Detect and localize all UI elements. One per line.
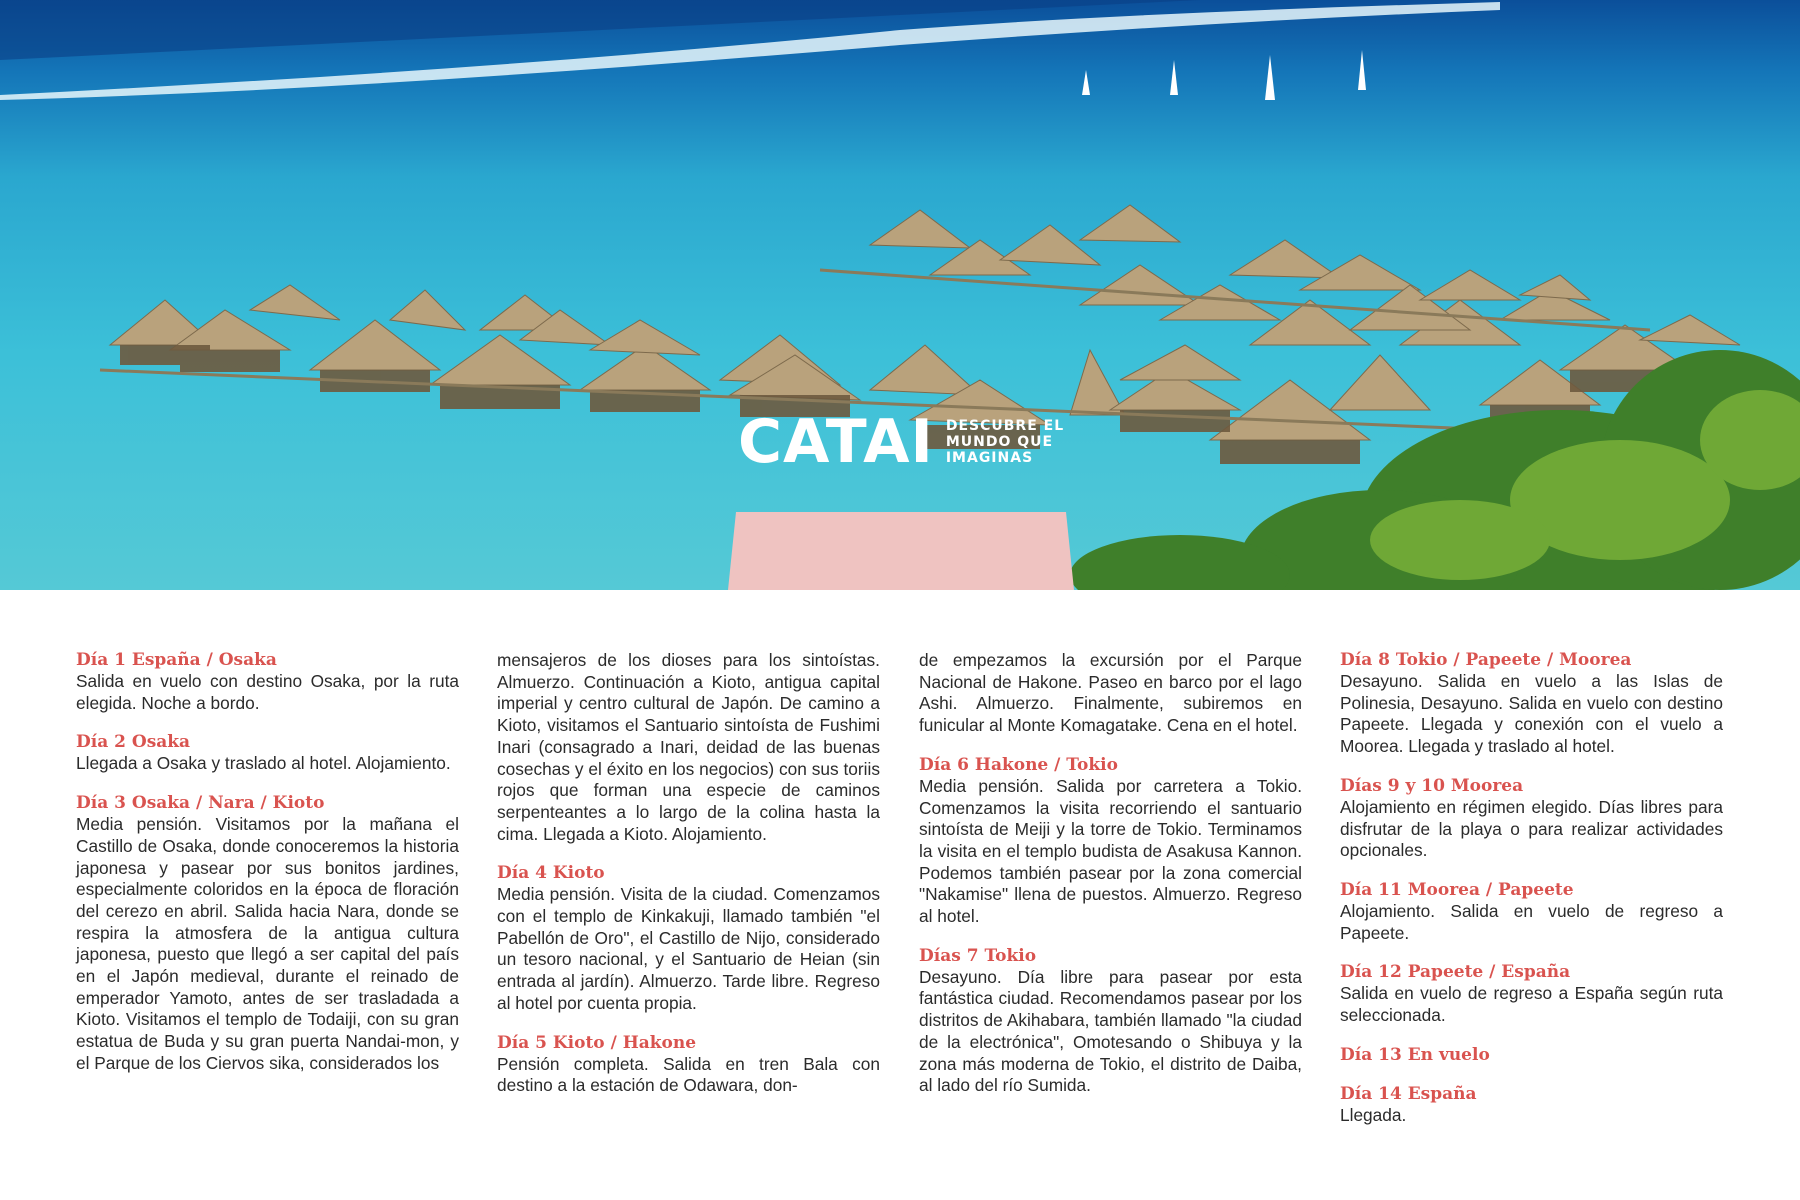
day-entry [1340, 1084, 1723, 1127]
day-entry [76, 793, 459, 1074]
decorative-tab [728, 512, 1074, 590]
brand-tagline [946, 418, 1064, 466]
day-text: Pensión completa. Salida en tren Bala con destino a la estación de Odawara, don- [497, 1053, 880, 1096]
day-entry-continued [919, 650, 1302, 737]
day-text: Desayuno. Salida en vuelo a las Islas de Polinesia, Desayuno. Salida en vuelo con destino Papeete. Llegada y conexión con el vuelo a Moorea. Llegada y traslado al hotel. [1340, 671, 1723, 757]
day-title: Días 7 Tokio [919, 945, 1037, 966]
itinerary-column-3 [919, 650, 1302, 1115]
day-text: de empezamos la excursión por el Parque Nacional de Hakone. Paseo en barco por el lago Ashi. Almuerzo. Finalmente, subiremos en funicular al Monte Komagatake. Cena en el hotel. [919, 650, 1302, 736]
day-text: Salida en vuelo con destino Osaka, por la ruta elegida. Noche a bordo. [76, 671, 459, 713]
day-entry [1340, 880, 1723, 944]
day-text: Alojamiento en régimen elegido. Días libres para disfrutar de la playa o para realizar actividades opcionales. [1340, 796, 1723, 861]
day-title: Día 13 En vuelo [1340, 1044, 1490, 1065]
day-entry [1340, 650, 1723, 758]
day-title: Día 2 Osaka [76, 732, 191, 753]
day-title: Día 1 España / Osaka [76, 650, 277, 670]
day-title: Día 14 España [1340, 1083, 1477, 1104]
day-entry [76, 732, 459, 775]
day-entry [497, 863, 880, 1014]
itinerary-column-1 [76, 650, 459, 1093]
day-text: Media pensión. Visitamos por la mañana el Castillo de Osaka, donde conoceremos la historia japonesa y pasear por sus bonitos jardines, especialmente coloridos en la época de floración del cerezo en abril. Salida hacia Nara, donde se respira la atmosfera de la antigua cultura japonesa, puesto que llegó a ser capital del país en el Japón medieval, durante el reinado de emperador Yamoto, antes de ser trasladada a Kioto. Visitamos el templo de Todaiji, con su gran estatua de Buda y su gran puerta Nandai-mon, y el Parque de los Ciervos sika, considerados los [76, 814, 459, 1073]
day-title: Días 9 y 10 Moorea [1340, 775, 1524, 796]
overwater-bungalows-image [0, 0, 1800, 590]
day-entry [497, 1033, 880, 1097]
hero-photo [0, 0, 1800, 590]
brand-name: CATAI [738, 407, 934, 477]
brand-logo [738, 407, 1065, 477]
day-title: Día 5 Kioto / Hakone [497, 1032, 697, 1053]
day-entry [1340, 776, 1723, 862]
day-entry [76, 650, 459, 714]
day-text: Llegada a Osaka y traslado al hotel. Alojamiento. [76, 753, 451, 774]
day-text: Media pensión. Visita de la ciudad. Comenzamos con el templo de Kinkakuji, llamado también "el Pabellón de Oro", el Castillo de Nijo, considerado un tesoro nacional, y el Santuario de Heian (sin entrada al jardín). Almuerzo. Tarde libre. Regreso al hotel por cuenta propia. [497, 884, 880, 1013]
day-title: Día 8 Tokio / Papeete / Moorea [1340, 650, 1632, 670]
day-entry [1340, 1045, 1723, 1066]
tagline-line-3: IMAGINAS [945, 450, 1034, 466]
day-text: Media pensión. Salida por carretera a Tokio. Comenzamos la visita recorriendo el santuario sintoísta de Meiji y la torre de Tokio. Terminamos la visita en el templo budista de Asakusa Kannon. Podemos también pasear por la zona comercial "Nakamise" llena de puestos. Almuerzo. Regreso al hotel. [919, 775, 1302, 927]
day-text: Llegada. [1340, 1104, 1407, 1125]
day-text: Desayuno. Día libre para pasear por esta fantástica ciudad. Recomendamos pasear por los distritos de Akihabara, también llamado "la ciudad de la electrónica", Omotesando o Shibuya y la zona más moderna de Tokio, el distrito de Daiba, al lado del río Sumida. [919, 966, 1302, 1096]
day-title: Día 11 Moorea / Papeete [1340, 879, 1574, 900]
day-text: Salida en vuelo de regreso a España según ruta seleccionada. [1340, 983, 1723, 1026]
itinerary-column-2 [497, 650, 880, 1115]
day-entry-continued [497, 650, 880, 845]
day-entry [919, 755, 1302, 928]
day-title: Día 3 Osaka / Nara / Kioto [76, 793, 325, 814]
tagline-line-1: DESCUBRE EL [945, 418, 1065, 434]
tagline-line-2: MUNDO QUE [945, 434, 1054, 450]
itinerary-columns [76, 650, 1726, 1150]
day-title: Día 6 Hakone / Tokio [919, 754, 1118, 775]
day-text: mensajeros de los dioses para los sintoístas. Almuerzo. Continuación a Kioto, antigua capital imperial y centro cultural de Japón. De camino a Kioto, visitamos el Santuario sintoísta de Fushimi Inari (consagrado a Inari, deidad de las buenas cosechas y el éxito en los negocios) con sus toriis rojos que forman una especie de caminos serpenteantes a lo largo de la colina hasta la cima. Llegada a Kioto. Alojamiento. [497, 650, 880, 844]
day-entry [1340, 962, 1723, 1026]
itinerary-column-4 [1340, 650, 1723, 1144]
day-entry [919, 946, 1302, 1097]
day-title: Día 12 Papeete / España [1340, 962, 1571, 983]
day-title: Día 4 Kioto [497, 863, 605, 884]
day-text: Alojamiento. Salida en vuelo de regreso a Papeete. [1340, 900, 1723, 943]
